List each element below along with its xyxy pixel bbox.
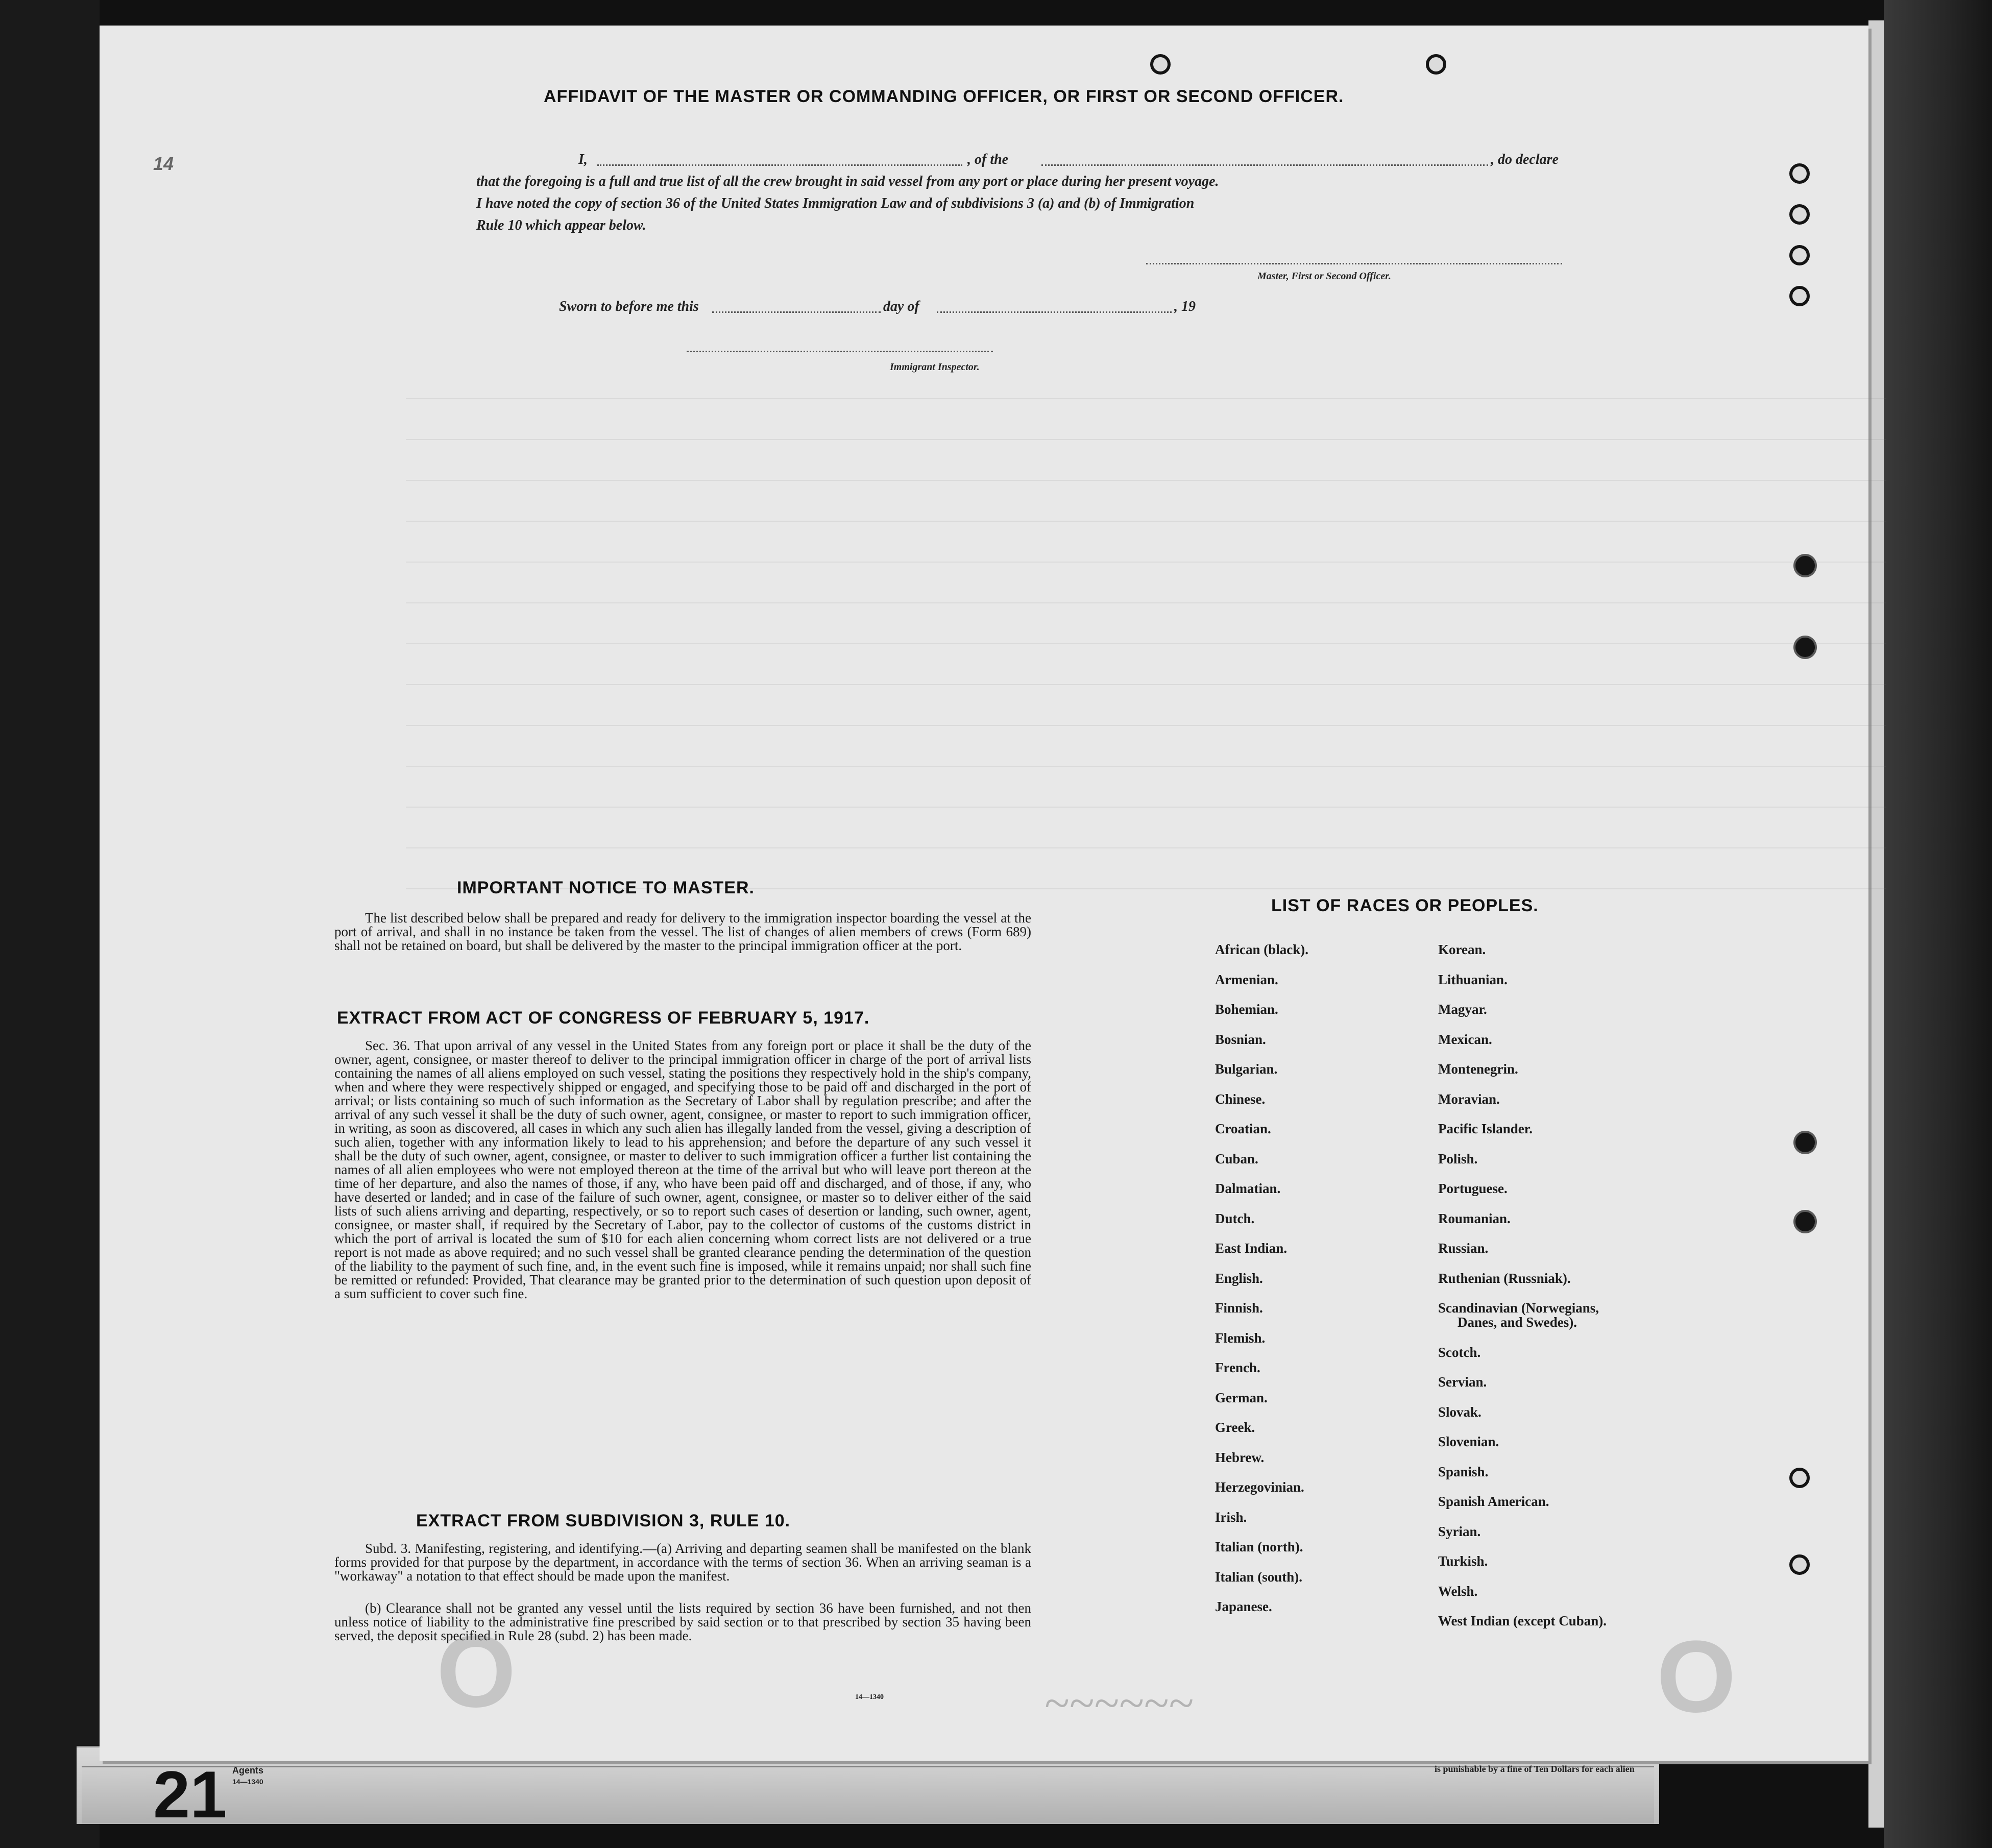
race-item: Italian (north). bbox=[1215, 1539, 1303, 1554]
race-item: Mexican. bbox=[1438, 1031, 1492, 1047]
ghost-rule bbox=[406, 684, 1886, 685]
race-item: Irish. bbox=[1215, 1509, 1247, 1525]
race-item: Polish. bbox=[1438, 1151, 1478, 1166]
race-item: Slovenian. bbox=[1438, 1434, 1499, 1449]
extract-rule-title: EXTRACT FROM SUBDIVISION 3, RULE 10. bbox=[416, 1511, 791, 1530]
ghost-rule bbox=[406, 847, 1886, 848]
race-item: Danes, and Swedes). bbox=[1457, 1315, 1577, 1330]
race-item: East Indian. bbox=[1215, 1241, 1287, 1256]
punch-hole bbox=[1789, 163, 1810, 184]
affidavit-of-the-label: , of the bbox=[967, 152, 1009, 167]
punch-hole bbox=[1789, 245, 1810, 265]
punch-hole bbox=[1789, 1468, 1810, 1488]
race-item: Scotch. bbox=[1438, 1344, 1481, 1360]
race-item: Armenian. bbox=[1215, 971, 1278, 987]
left-scan-margin bbox=[0, 0, 100, 1848]
race-item: French. bbox=[1215, 1360, 1260, 1375]
faint-stamp-right: O bbox=[1657, 1620, 1736, 1734]
extract-rule-para-b: (b) Clearance shall not be granted any vessel until the lists required by section 36 have been furnished, and not then unless notice of liability to the administrative fine prescribed by said section or to that prescribed by section 35 having been served, the deposit specified in Rule 28 (subd. 2) has been made. bbox=[334, 1600, 1031, 1643]
race-item: Montenegrin. bbox=[1438, 1061, 1518, 1077]
year-label: , 19 bbox=[1174, 299, 1196, 314]
race-item: Dutch. bbox=[1215, 1210, 1255, 1226]
race-item: Servian. bbox=[1438, 1374, 1487, 1390]
handwritten-scribble: ~~~~~~ bbox=[1044, 1678, 1194, 1729]
sworn-day-blank bbox=[712, 311, 881, 313]
ghost-rule bbox=[406, 398, 1886, 399]
left-corner-mark: 14 bbox=[153, 153, 174, 174]
master-signature-line bbox=[1146, 263, 1562, 264]
ghost-rule bbox=[406, 602, 1886, 603]
race-item: Welsh. bbox=[1438, 1583, 1478, 1599]
inspector-signature-label: Immigrant Inspector. bbox=[890, 361, 980, 373]
race-item: German. bbox=[1215, 1390, 1268, 1405]
notice-body: The list described below shall be prepared and ready for delivery to the immigration inspector boarding the vessel at the port of arrival, and shall in no instance be taken from the vessel. The list of changes of alien members of crews (Form 689) shall not be retained on board, but shall be delivered by the master to the principal immigration officer at the port. bbox=[334, 910, 1031, 953]
race-item: Magyar. bbox=[1438, 1002, 1487, 1017]
race-item: Ruthenian (Russniak). bbox=[1438, 1270, 1571, 1286]
races-title: LIST OF RACES OR PEOPLES. bbox=[1271, 896, 1539, 915]
affidavit-title: AFFIDAVIT OF THE MASTER OR COMMANDING OFFICER, OR FIRST OR SECOND OFFICER. bbox=[544, 87, 1344, 106]
race-item: Italian (south). bbox=[1215, 1569, 1303, 1585]
race-item: Bohemian. bbox=[1215, 1002, 1278, 1017]
ghost-rule bbox=[406, 643, 1886, 644]
punch-hole bbox=[1789, 204, 1810, 225]
race-item: Japanese. bbox=[1215, 1599, 1272, 1614]
race-item: Chinese. bbox=[1215, 1091, 1266, 1107]
bottom-margin-note: is punishable by a fine of Ten Dollars for each alien bbox=[1435, 1764, 1635, 1774]
right-scan-margin bbox=[1884, 0, 1992, 1848]
page-stack-edge-lower bbox=[82, 1766, 1654, 1823]
sworn-month-blank bbox=[937, 311, 1172, 313]
extract-act-title: EXTRACT FROM ACT OF CONGRESS OF FEBRUARY 5, 1917. bbox=[337, 1008, 870, 1028]
race-item: Slovak. bbox=[1438, 1404, 1481, 1420]
manifest-page bbox=[100, 26, 1868, 1761]
race-item: Herzegovinian. bbox=[1215, 1479, 1304, 1495]
ghost-rule bbox=[406, 807, 1886, 808]
affidavit-statement-3: Rule 10 which appear below. bbox=[476, 217, 646, 233]
name-blank bbox=[597, 164, 962, 166]
ghost-rule bbox=[406, 562, 1886, 563]
day-of-label: day of bbox=[883, 299, 919, 314]
race-item: Portuguese. bbox=[1438, 1181, 1508, 1196]
race-item: Flemish. bbox=[1215, 1330, 1266, 1346]
race-item: Scandinavian (Norwegians, bbox=[1438, 1300, 1599, 1316]
race-item: Bulgarian. bbox=[1215, 1061, 1278, 1077]
vessel-blank bbox=[1041, 164, 1488, 166]
punch-hole bbox=[1793, 636, 1817, 659]
ghost-rule bbox=[406, 521, 1886, 522]
race-item: Syrian. bbox=[1438, 1523, 1481, 1539]
punch-hole bbox=[1789, 286, 1810, 306]
race-item: Roumanian. bbox=[1438, 1210, 1511, 1226]
ghost-rule bbox=[406, 766, 1886, 767]
race-item: Lithuanian. bbox=[1438, 971, 1508, 987]
race-item: Russian. bbox=[1438, 1241, 1489, 1256]
stack-label-form: 14—1340 bbox=[232, 1778, 263, 1786]
race-item: Croatian. bbox=[1215, 1121, 1271, 1136]
extract-act-body: Sec. 36. That upon arrival of any vessel in the United States from any foreign port or place it shall be the duty of the owner, agent, consignee, or master thereof to deliver to the principal immigration officer in charge of the port of arrival lists containing the names of all aliens employed on such vessel, stating the positions they respectively hold in the ship's company, when and where they were respectively shipped or engaged, and specifying those to be paid off and discharged in the port of arrival; or lists containing so much of such information as the Secretary of Labor shall by regulation prescribe; and after the arrival of any such vessel it shall be the duty of such owner, agent, consignee, or master to report to such immigration officer, in writing, as soon as discovered, all cases in which any such alien has illegally landed from the vessel, giving a description of such alien, together with any information likely to lead to his apprehension; and before the departure of any such vessel it shall be the duty of such owner, agent, consignee, or master to deliver to such immigration officer a further list containing the names of all alien employees who were not employed thereon at the time of the arrival but who will leave port thereon at the time of her departure, and also the names of those, if any, who have been paid off and discharged, and of those, if any, who have deserted or landed; and in case of the failure of such owner, agent, consignee, or master so to deliver either of the said lists of such aliens arriving and departing, respectively, or so to report such cases of desertion or landing, such owner, agent, consignee, or master shall, if required by the Secretary of Labor, pay to the collector of customs of the customs district in which the port of arrival is located the sum of $10 for each alien concerning whom correct lists are not delivered or a true report is not made as above required; and no such vessel shall be granted clearance pending the determination of the question of the liability to the payment of such fine, and, in the event such fine is imposed, while it remains unpaid; nor shall such fine be remitted or refunded: Provided, That clearance may be granted prior to the determination of such question upon deposit of a sum sufficient to cover such fine. bbox=[334, 1038, 1031, 1301]
affidavit-statement: that the foregoing is a full and true list of all the crew brought in said vessel from any port or place during her present voyage. bbox=[476, 174, 1219, 189]
punch-hole bbox=[1793, 554, 1817, 577]
race-item: English. bbox=[1215, 1270, 1263, 1286]
ghost-rule bbox=[406, 480, 1886, 481]
punch-hole bbox=[1789, 1554, 1810, 1575]
master-signature-label: Master, First or Second Officer. bbox=[1257, 271, 1391, 282]
stack-number: 21 bbox=[153, 1757, 227, 1832]
ghost-rule bbox=[406, 439, 1886, 440]
notice-title: IMPORTANT NOTICE TO MASTER. bbox=[457, 878, 755, 897]
punch-hole bbox=[1793, 1131, 1817, 1154]
race-item: African (black). bbox=[1215, 942, 1308, 957]
race-item: Spanish. bbox=[1438, 1464, 1489, 1479]
form-number: 14—1340 bbox=[855, 1693, 884, 1701]
race-item: Greek. bbox=[1215, 1420, 1255, 1435]
punch-hole bbox=[1150, 54, 1171, 75]
underlying-page-edge bbox=[1868, 20, 1884, 1828]
affidavit-declare-label: , do declare bbox=[1491, 152, 1559, 167]
ghost-rule bbox=[406, 725, 1886, 726]
sworn-label: Sworn to before me this bbox=[559, 299, 699, 314]
stack-label-agents: Agents bbox=[232, 1765, 264, 1776]
race-item: Spanish American. bbox=[1438, 1494, 1549, 1509]
race-item: Turkish. bbox=[1438, 1553, 1488, 1569]
punch-hole bbox=[1793, 1210, 1817, 1233]
punch-hole bbox=[1426, 54, 1446, 75]
race-item: Korean. bbox=[1438, 942, 1486, 957]
race-item: Cuban. bbox=[1215, 1151, 1258, 1166]
race-item: Moravian. bbox=[1438, 1091, 1500, 1107]
race-item: Finnish. bbox=[1215, 1300, 1263, 1316]
faint-stamp-left: O bbox=[436, 1615, 516, 1729]
affidavit-statement-2: I have noted the copy of section 36 of the United States Immigration Law and of subdivisions 3 (a) and (b) of Immigration bbox=[476, 196, 1195, 211]
affidavit-i-label: I, bbox=[578, 152, 588, 167]
race-item: Dalmatian. bbox=[1215, 1181, 1281, 1196]
inspector-signature-line bbox=[687, 351, 993, 352]
race-item: West Indian (except Cuban). bbox=[1438, 1613, 1607, 1628]
race-item: Hebrew. bbox=[1215, 1449, 1265, 1465]
extract-rule-para-a: Subd. 3. Manifesting, registering, and identifying.—(a) Arriving and departing seamen shall be manifested on the blank forms provided for that purpose by the department, in accordance with the terms of section 36. When an arriving seaman is a "workaway" a notation to that effect should be made upon the manifest. bbox=[334, 1541, 1031, 1584]
race-item: Pacific Islander. bbox=[1438, 1121, 1533, 1136]
race-item: Bosnian. bbox=[1215, 1031, 1266, 1047]
